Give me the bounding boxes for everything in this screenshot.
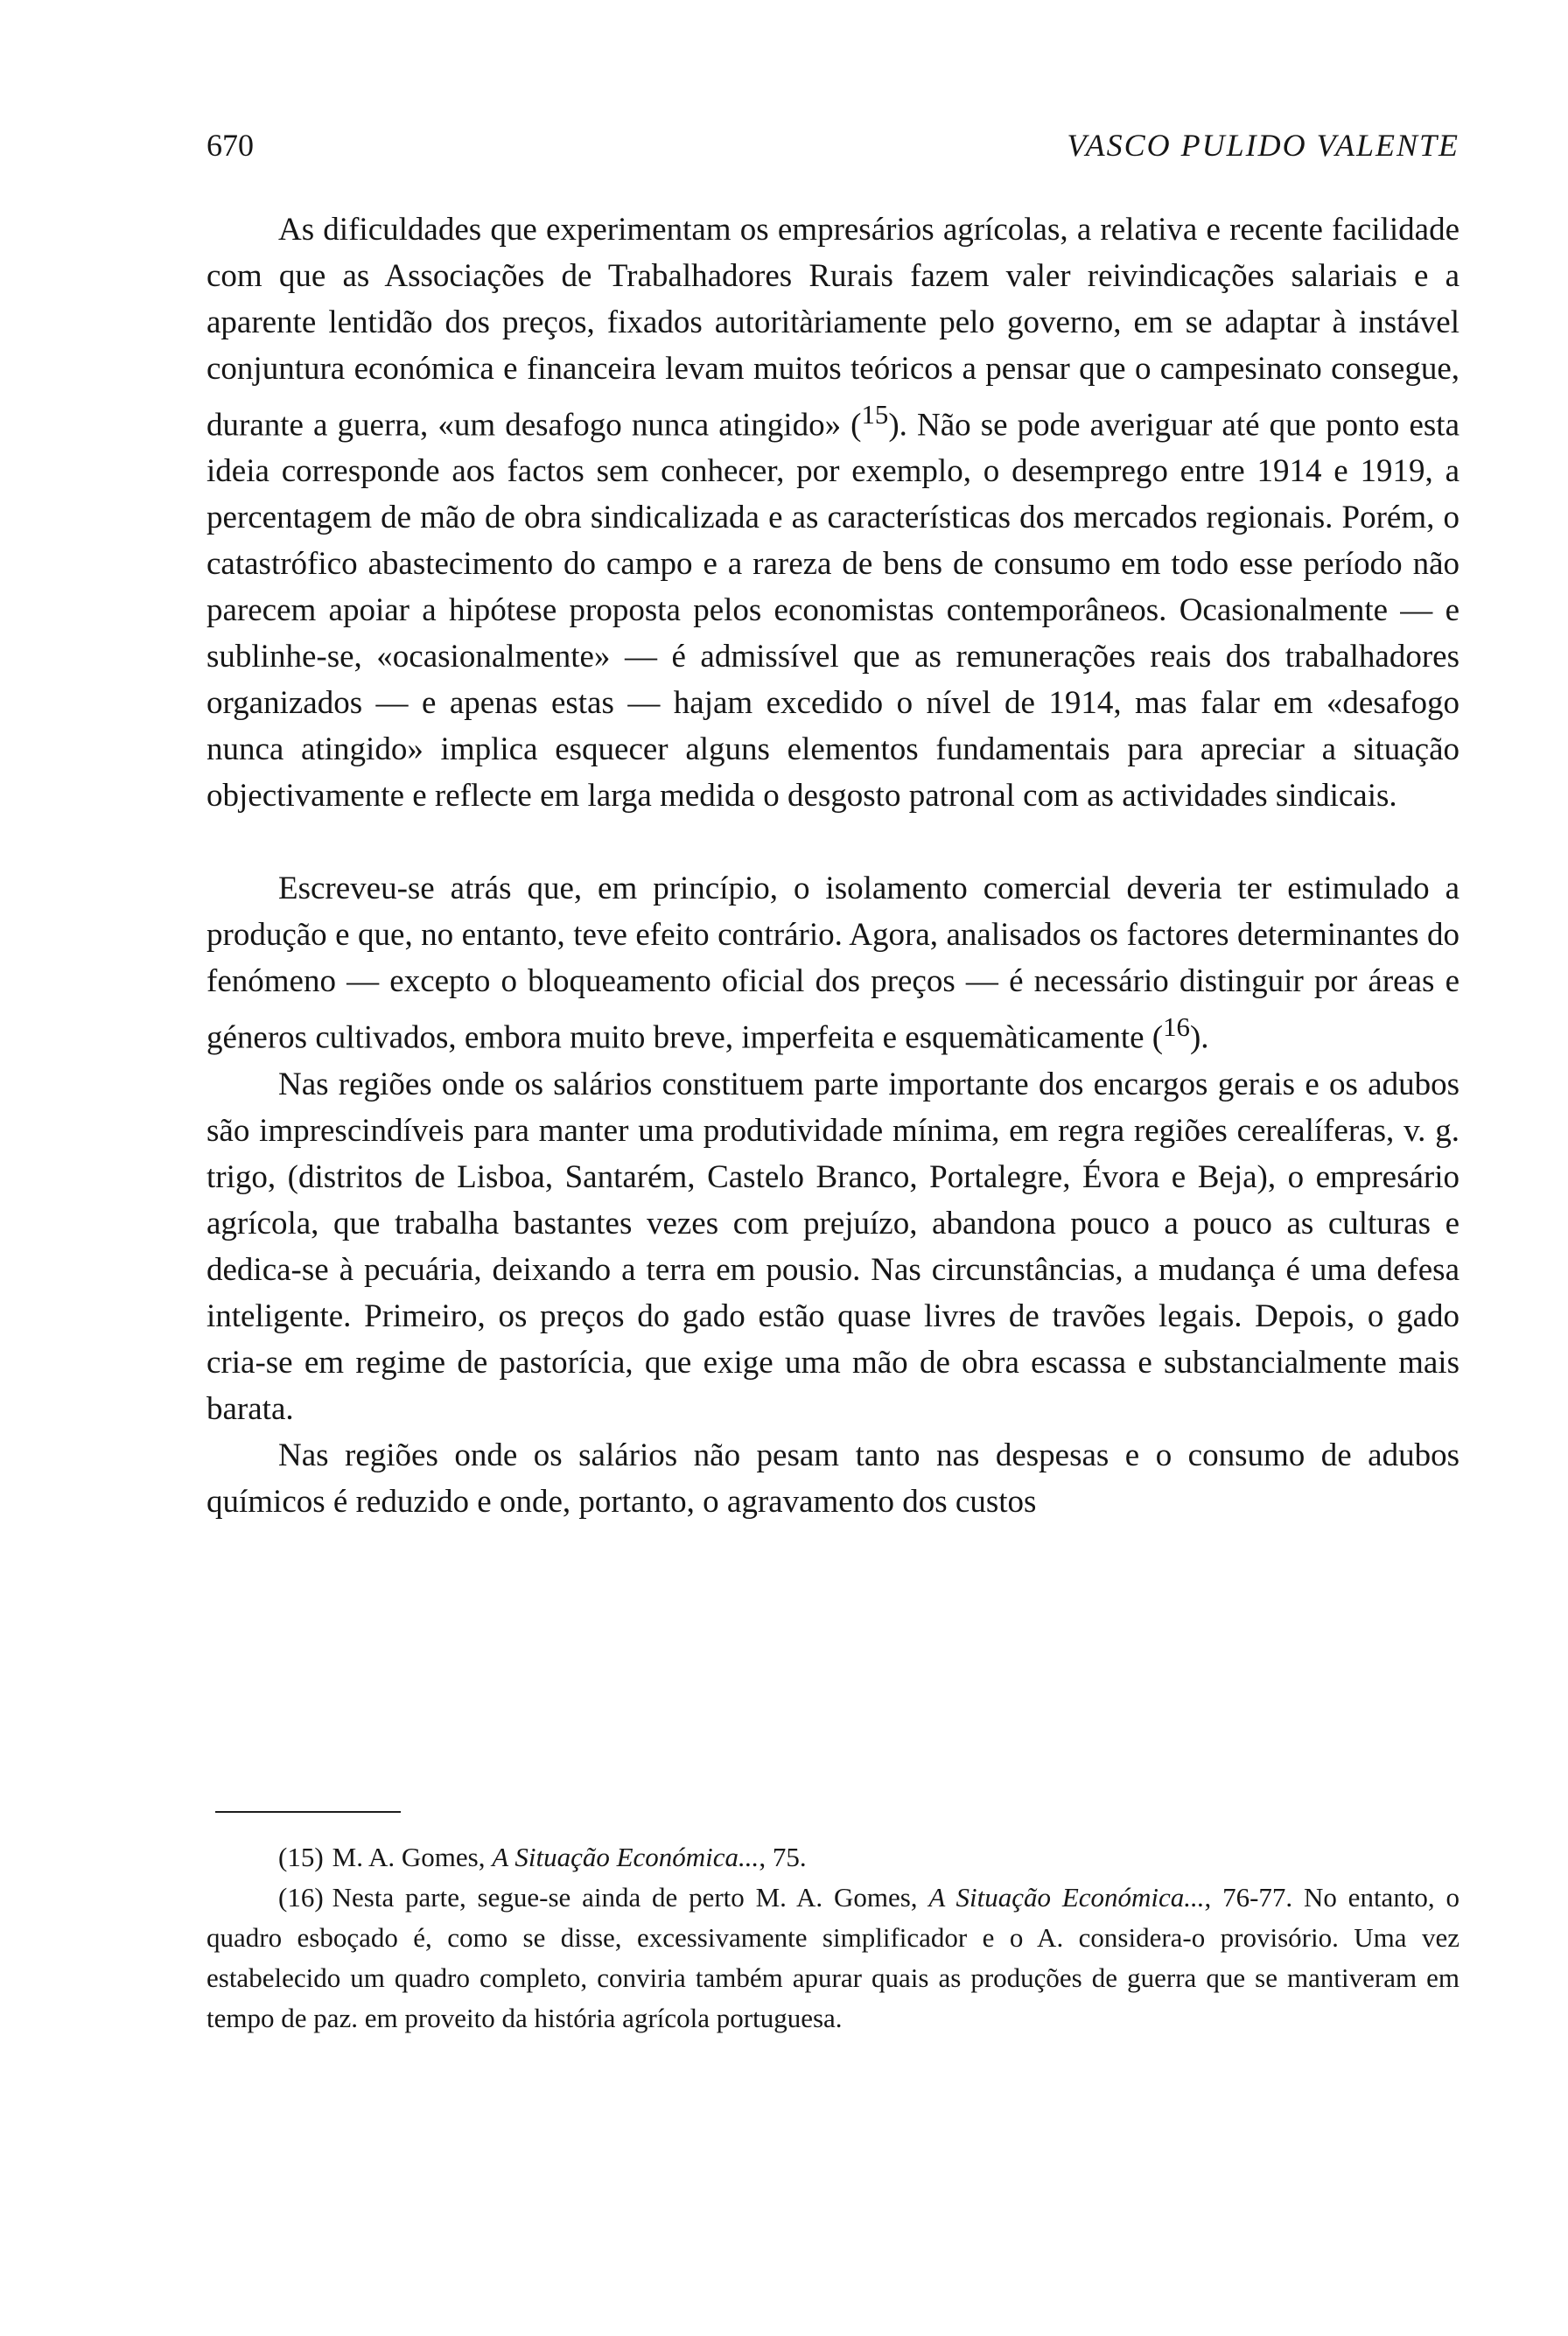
footnote-number: (15) [278,1842,324,1872]
paragraph: Escreveu-se atrás que, em princípio, o isolamento comercial deveria ter estimulado a produção e que, no entanto, teve efeito contrário. Agora, analisados os factores determinantes do fenómeno — excepto o bloqueamento oficial dos preços — é necessário distinguir por áreas e géneros cultivados, embora muito breve, imperfeita e esquemàticamente ($^{16}$). [206,871,1460,1056]
paragraph: Nas regiões onde os salários constituem parte importante dos encargos gerais e os adubos são imprescindíveis para manter uma produtividade mínima, em regra regiões cerealíferas, v. g. trigo, (distritos de Lisboa, Santarém, Castelo Branco, Portalegre, Évora e Beja), o empresário agrícola, que trabalha bastantes vezes com prejuízo, abandona pouco a pouco as culturas e dedica-se à pecuária, deixando a terra em pousio. Nas circunstâncias, a mudança é uma defesa inteligente. Primeiro, os preços do gado estão quase livres de travões legais. Depois, o gado cria-se em regime de pastorícia, que exige uma mão de obra escassa e substancialmente mais barata. [206,1066,1460,1427]
footnote-rule [215,1811,401,1813]
running-title: VASCO PULIDO VALENTE [1067,128,1460,163]
page-number: 670 [206,128,254,163]
footnote-number: (16) [278,1882,324,1913]
footnote: (16) Nesta parte, segue-se ainda de perto M. A. Gomes, A Situação Económica..., 76-77. No entanto, o quadro esboçado é, como se disse, excessivamente simplificador e o A. considera-o provisório. Uma vez estabelecido um quadro completo, conviria também apurar quais as produções de guerra que se mantiveram em tempo de paz. em proveito da história agrícola portuguesa. [206,1882,1460,2033]
body-text [206,206,1460,1525]
paragraph: As dificuldades que experimentam os empresários agrícolas, a relativa e recente facilidade com que as Associações de Trabalhadores Rurais fazem valer reivindicações salariais e a aparente lentidão dos preços, fixados autoritàriamente pelo governo, em se adaptar à instável conjuntura económica e financeira levam muitos teóricos a pensar que o campesinato consegue, durante a guerra, «um desafogo nunca atingido» ($^{15}$). Não se pode averiguar até que ponto esta ideia corresponde aos factos sem conhecer, por exemplo, o desemprego entre 1914 e 1919, a percentagem de mão de obra sindicalizada e as características dos mercados regionais. Porém, o catastrófico abastecimento do campo e a rareza de bens de consumo em todo esse período não parecem apoiar a hipótese proposta pelos economistas contemporâneos. Ocasionalmente — e sublinhe-se, «ocasionalmente» — é admissível que as remunerações reais dos trabalhadores organizados — e apenas estas — hajam excedido o nível de 1914, mas falar em «desafogo nunca atingido» implica esquecer alguns elementos fundamentais para apreciar a situação objectivamente e reflecte em larga medida o desgosto patronal com as actividades sindicais. [206,212,1460,815]
running-head [206,121,1460,170]
footnotes [206,1837,1460,2039]
footnote-ref: 16 [1163,1012,1190,1043]
cited-title: A Situação Económica... [492,1842,760,1872]
footnote: (15) M. A. Gomes, A Situação Económica..., 75. [278,1842,807,1872]
footnote-ref: 15 [861,400,889,430]
cited-title: A Situação Económica... [928,1882,1205,1913]
paragraph: Nas regiões onde os salários não pesam tanto nas despesas e o consumo de adubos químicos é reduzido e onde, portanto, o agravamento dos custos [206,1437,1460,1520]
